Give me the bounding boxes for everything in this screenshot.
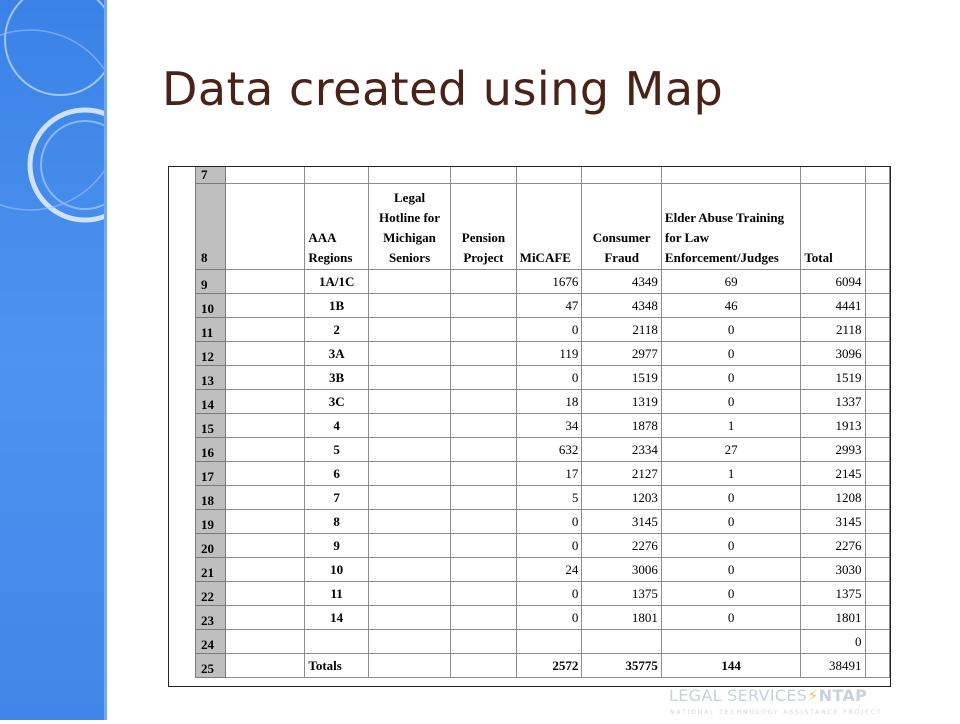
elder-cell: 0 (661, 318, 800, 342)
table-row (196, 558, 890, 582)
column-header-total: Total (801, 184, 865, 270)
totals-fraud: 35775 (582, 654, 662, 678)
sidebar-decoration (0, 0, 107, 720)
table-row (196, 294, 890, 318)
micafe-cell: 0 (516, 510, 582, 534)
elder-cell: 0 (661, 486, 800, 510)
elder-cell: 27 (661, 438, 800, 462)
table-row (196, 582, 890, 606)
blank-cell (865, 318, 890, 342)
fraud-cell: 2977 (582, 342, 662, 366)
blank-cell (865, 534, 890, 558)
region-cell: 3A (305, 342, 369, 366)
elder-cell: 1 (661, 462, 800, 486)
column-header-pension-project: Pension Project (451, 184, 517, 270)
row-header: 10 (196, 294, 226, 318)
row-header: 24 (196, 630, 226, 654)
fraud-cell: 1801 (582, 606, 662, 630)
pension-cell (451, 486, 517, 510)
elder-cell (661, 630, 800, 654)
hotline-cell (368, 342, 450, 366)
row-header: 19 (196, 510, 226, 534)
pension-cell (451, 342, 517, 366)
region-cell: 1A/1C (305, 270, 369, 294)
micafe-cell: 1676 (516, 270, 582, 294)
fraud-cell: 2127 (582, 462, 662, 486)
region-cell: 10 (305, 558, 369, 582)
pension-cell (451, 270, 517, 294)
pension-cell (451, 582, 517, 606)
blank-cell (225, 366, 305, 390)
pension-cell (451, 510, 517, 534)
row-header: 16 (196, 438, 226, 462)
blank-cell (225, 270, 305, 294)
hotline-cell (368, 294, 450, 318)
total-cell: 0 (801, 630, 865, 654)
total-cell: 1337 (801, 390, 865, 414)
total-cell: 2276 (801, 534, 865, 558)
table-row (196, 486, 890, 510)
blank-cell (865, 462, 890, 486)
blank-cell (225, 606, 305, 630)
blank-cell (225, 414, 305, 438)
column-header-aaa-regions: AAA Regions (305, 184, 369, 270)
elder-cell: 1 (661, 414, 800, 438)
region-cell: 11 (305, 582, 369, 606)
total-cell: 3145 (801, 510, 865, 534)
elder-cell: 0 (661, 366, 800, 390)
row-header: 15 (196, 414, 226, 438)
total-cell: 3030 (801, 558, 865, 582)
row-header: 20 (196, 534, 226, 558)
fraud-cell: 3145 (582, 510, 662, 534)
table-row (196, 510, 890, 534)
fraud-cell: 1878 (582, 414, 662, 438)
blank-cell (225, 438, 305, 462)
hotline-cell (368, 462, 450, 486)
row-header: 8 (196, 184, 226, 270)
blank-cell (865, 270, 890, 294)
logo-wordmark: LEGAL SERVICES⚡NTAP (669, 686, 868, 705)
legal-services-ntap-logo (669, 686, 895, 720)
micafe-cell (516, 630, 582, 654)
blank-cell (225, 534, 305, 558)
hotline-cell (368, 438, 450, 462)
elder-cell: 69 (661, 270, 800, 294)
region-cell: 4 (305, 414, 369, 438)
sidebar-edge (104, 0, 107, 720)
spreadsheet-image (168, 166, 891, 687)
hotline-cell (368, 486, 450, 510)
table-row (196, 342, 890, 366)
hotline-cell (368, 606, 450, 630)
row-header: 14 (196, 390, 226, 414)
hotline-cell (368, 582, 450, 606)
pension-cell (451, 390, 517, 414)
blank-cell (225, 462, 305, 486)
elder-cell: 0 (661, 558, 800, 582)
blank-cell (225, 486, 305, 510)
region-cell: 7 (305, 486, 369, 510)
totals-label: Totals (305, 654, 369, 678)
fraud-cell: 2118 (582, 318, 662, 342)
region-cell: 1B (305, 294, 369, 318)
pension-cell (451, 318, 517, 342)
region-cell: 2 (305, 318, 369, 342)
elder-cell: 0 (661, 510, 800, 534)
region-cell: 3C (305, 390, 369, 414)
elder-cell: 0 (661, 534, 800, 558)
total-cell: 1913 (801, 414, 865, 438)
fraud-cell: 1375 (582, 582, 662, 606)
row-header: 21 (196, 558, 226, 582)
micafe-cell: 0 (516, 534, 582, 558)
blank-cell (225, 510, 305, 534)
blank-cell (865, 606, 890, 630)
fraud-cell: 1319 (582, 390, 662, 414)
blank-cell (865, 558, 890, 582)
elder-cell: 0 (661, 606, 800, 630)
total-cell: 6094 (801, 270, 865, 294)
totals-total: 38491 (801, 654, 865, 678)
region-cell: 6 (305, 462, 369, 486)
hotline-cell (368, 318, 450, 342)
micafe-cell: 0 (516, 366, 582, 390)
totals-row (196, 654, 890, 678)
micafe-cell: 18 (516, 390, 582, 414)
elder-cell: 0 (661, 342, 800, 366)
row-header: 9 (196, 270, 226, 294)
table-row (196, 414, 890, 438)
blank-cell (865, 510, 890, 534)
table-row (196, 606, 890, 630)
row-header: 25 (196, 654, 226, 678)
header-row (196, 184, 890, 270)
blank-cell (865, 438, 890, 462)
row-header: 7 (196, 166, 226, 184)
micafe-cell: 34 (516, 414, 582, 438)
total-cell: 1375 (801, 582, 865, 606)
table-row (196, 534, 890, 558)
blank-cell (865, 390, 890, 414)
table-row (196, 630, 890, 654)
pension-cell (451, 294, 517, 318)
total-cell: 2145 (801, 462, 865, 486)
region-cell: 5 (305, 438, 369, 462)
pension-cell (451, 462, 517, 486)
column-header-elder-abuse: Elder Abuse Training for Law Enforcement/Judges (661, 184, 800, 270)
total-cell: 1519 (801, 366, 865, 390)
row-header: 22 (196, 582, 226, 606)
micafe-cell: 0 (516, 582, 582, 606)
hotline-cell (368, 510, 450, 534)
elder-cell: 46 (661, 294, 800, 318)
table-row (196, 390, 890, 414)
blank-cell (225, 582, 305, 606)
decorative-circles (0, 0, 107, 720)
region-cell (305, 630, 369, 654)
elder-cell: 0 (661, 390, 800, 414)
pension-cell (451, 558, 517, 582)
totals-micafe: 2572 (516, 654, 582, 678)
total-cell: 1801 (801, 606, 865, 630)
region-cell: 3B (305, 366, 369, 390)
fraud-cell: 1519 (582, 366, 662, 390)
table-row (196, 438, 890, 462)
blank-cell (225, 390, 305, 414)
hotline-cell (368, 366, 450, 390)
fraud-cell: 1203 (582, 486, 662, 510)
micafe-cell: 0 (516, 318, 582, 342)
fraud-cell: 4348 (582, 294, 662, 318)
row-header: 11 (196, 318, 226, 342)
blank-cell (225, 558, 305, 582)
micafe-cell: 5 (516, 486, 582, 510)
hotline-cell (368, 414, 450, 438)
region-cell: 14 (305, 606, 369, 630)
hotline-cell (368, 558, 450, 582)
elder-cell: 0 (661, 582, 800, 606)
blank-cell (865, 486, 890, 510)
fraud-cell (582, 630, 662, 654)
hotline-cell (368, 630, 450, 654)
totals-elder: 144 (661, 654, 800, 678)
lightning-icon: ⚡ (807, 686, 819, 705)
blank-cell (865, 582, 890, 606)
column-header-micafe: MiCAFE (516, 184, 582, 270)
fraud-cell: 2334 (582, 438, 662, 462)
logo-tagline: NATIONAL TECHNOLOGY ASSISTANCE PROJECT (670, 709, 883, 716)
micafe-cell: 0 (516, 606, 582, 630)
blank-cell (225, 318, 305, 342)
table-row (196, 366, 890, 390)
region-cell: 9 (305, 534, 369, 558)
hotline-cell (368, 270, 450, 294)
row-header: 12 (196, 342, 226, 366)
blank-cell (865, 414, 890, 438)
pension-cell (451, 606, 517, 630)
pension-cell (451, 438, 517, 462)
pension-cell (451, 630, 517, 654)
table-row (196, 270, 890, 294)
column-header-consumer-fraud: Consumer Fraud (582, 184, 662, 270)
blank-cell (225, 294, 305, 318)
row-header: 17 (196, 462, 226, 486)
fraud-cell: 2276 (582, 534, 662, 558)
total-cell: 2118 (801, 318, 865, 342)
row-header: 13 (196, 366, 226, 390)
total-cell: 3096 (801, 342, 865, 366)
table-row (196, 318, 890, 342)
micafe-cell: 119 (516, 342, 582, 366)
data-table (195, 166, 890, 678)
micafe-cell: 17 (516, 462, 582, 486)
blank-cell (225, 342, 305, 366)
blank-cell (865, 366, 890, 390)
micafe-cell: 47 (516, 294, 582, 318)
blank-cell (865, 630, 890, 654)
pension-cell (451, 534, 517, 558)
hotline-cell (368, 390, 450, 414)
total-cell: 1208 (801, 486, 865, 510)
blank-cell (225, 630, 305, 654)
blank-cell (865, 342, 890, 366)
blank-cell (865, 294, 890, 318)
micafe-cell: 632 (516, 438, 582, 462)
pension-cell (451, 366, 517, 390)
fraud-cell: 3006 (582, 558, 662, 582)
pension-cell (451, 414, 517, 438)
fraud-cell: 4349 (582, 270, 662, 294)
total-cell: 4441 (801, 294, 865, 318)
hotline-cell (368, 534, 450, 558)
row-header: 18 (196, 486, 226, 510)
table-row (196, 166, 890, 184)
total-cell: 2993 (801, 438, 865, 462)
row-header: 23 (196, 606, 226, 630)
micafe-cell: 24 (516, 558, 582, 582)
region-cell: 8 (305, 510, 369, 534)
column-header-legal-hotline: Legal Hotline for Michigan Seniors (368, 184, 450, 270)
slide-title: Data created using Map (162, 62, 724, 116)
table-row (196, 462, 890, 486)
